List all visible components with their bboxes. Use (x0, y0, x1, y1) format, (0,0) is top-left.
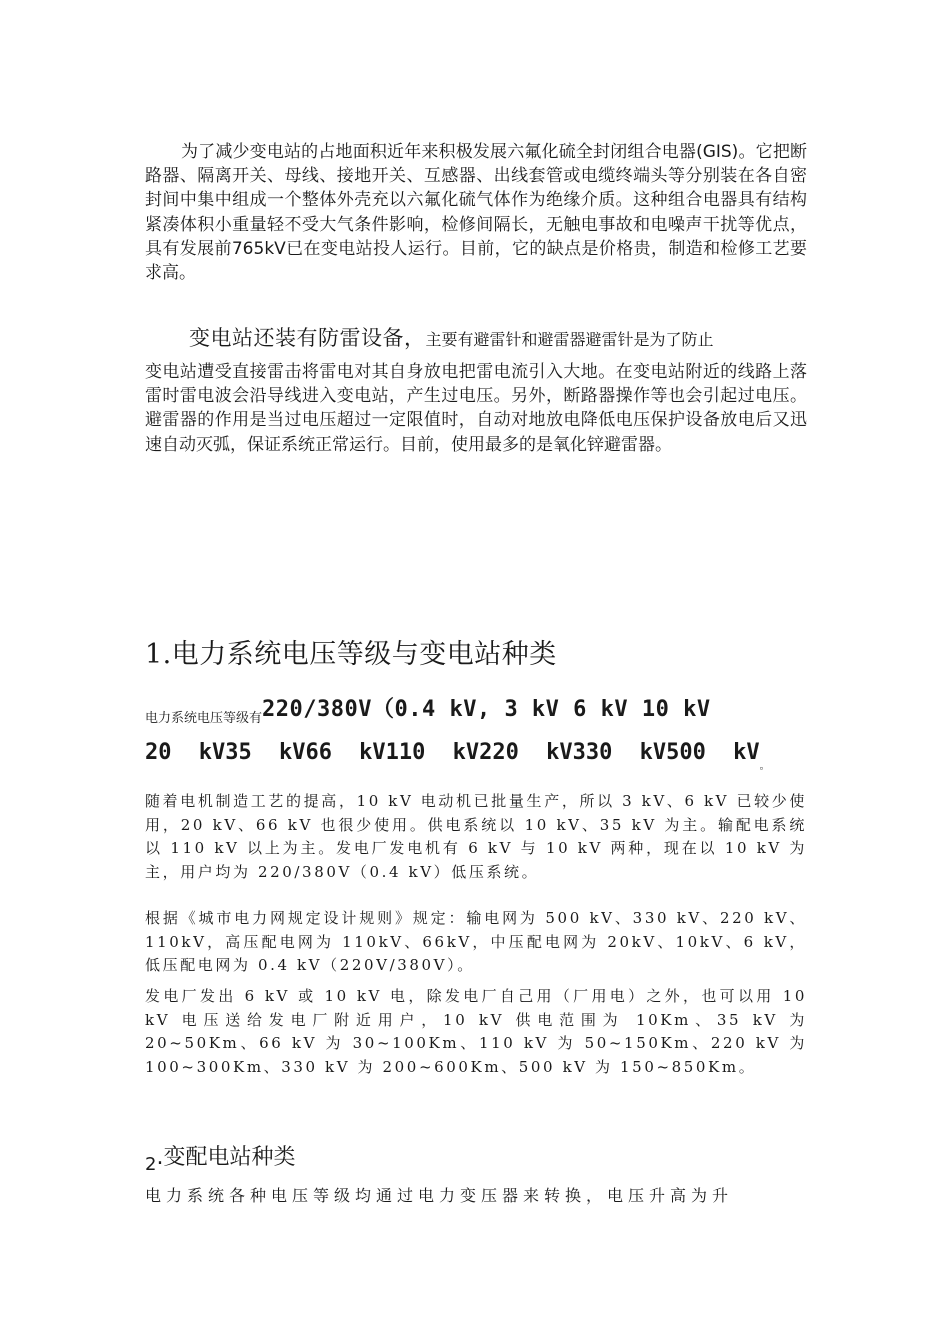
voltage-levels-end-mark: 。 (759, 761, 770, 772)
section-heading-2-number: 2 (145, 1154, 157, 1175)
paragraph-supply-range: 发电厂发出 6 kV 或 10 kV 电，除发电厂自己用（厂用电）之外，也可以用 10 kV 电压送给发电厂附近用户，10 kV 供电范围为 10Km、35 kV 为 20~50Km、66 kV 为 30~100Km、110 kV 为 50~150Km、220 kV 为 100~300Km、330 kV 为 200~600Km、500 kV 为 150~850Km。 (145, 987, 807, 1076)
lightning-lead-text: 变电站还装有防雷设备， (189, 326, 426, 350)
voltage-levels-line-2 (145, 740, 805, 772)
voltage-levels-line-1 (145, 692, 805, 726)
voltage-levels-list-1: 220/380V（0.4 kV, 3 kV 6 kV 10 kV (262, 697, 711, 722)
paragraph-lightning-first-line (145, 316, 807, 360)
section-heading-2 (145, 1140, 295, 1175)
paragraph-gis: 为了减少变电站的占地面积近年来积极发展六氟化硫全封闭组合电器(GIS)。它把断路器、隔离开关、母线、接地开关、互感器、出线套管或电缆终端头等分别装在各自密封间中集中组成一个整体外壳充以六氟化硫气体作为绝缘介质。这种组合电器具有结构紧凑体积小重量轻不受大气条件影响，检修间隔长，无触电事故和电噪声干扰等优点，具有发展前765kV已在变电站投人运行。目前，它的缺点是价格贵，制造和检修工艺要求高。 (145, 142, 807, 284)
section-heading-1: 1.电力系统电压等级与变电站种类 (145, 639, 557, 670)
paragraph-regulation: 根据《城市电力网规定设计规则》规定：输电网为 500 kV、330 kV、220 kV、110kV，高压配电网为 110kV、66kV，中压配电网为 20kV、10kV、6 kV，低压配电网为 0.4 kV（220V/380V）。 (145, 909, 807, 975)
voltage-levels-intro: 电力系统电压等级有 (145, 711, 263, 726)
voltage-levels-list-2: 20 kV35 kV66 kV110 kV220 kV330 kV500 kV (145, 740, 760, 765)
section-heading-2-text: .变配电站种类 (156, 1145, 296, 1170)
paragraph-lightning-protection (145, 316, 807, 457)
paragraph-transformer: 电力系统各种电压等级均通过电力变压器来转换，电压升高为升 (145, 1186, 734, 1205)
lightning-lead-tail: 主要有避雷针和避雷器避雷针是为了防止 (425, 330, 714, 349)
paragraph-generators: 随着电机制造工艺的提高，10 kV 电动机已批量生产，所以 3 kV、6 kV 已较少使用，20 kV、66 kV 也很少使用。供电系统以 10 kV、35 kV 为主。输配电系统以 110 kV 以上为主。发电厂发电机有 6 kV 与 10 kV 两种，现在以 10 kV 为主，用户均为 220/380V（0.4 kV）低压系统。 (145, 792, 807, 881)
lightning-body-text: 变电站遭受直接雷击将雷电对其自身放电把雷电流引入大地。在变电站附近的线路上落雷时雷电波会沿导线进入变电站，产生过电压。另外，断路器操作等也会引起过电压。避雷器的作用是当过电压超过一定限值时，自动对地放电降低电压保护设备放电后又迅速自动灭弧，保证系统正常运行。目前，使用最多的是氧化锌避雷器。 (145, 362, 807, 455)
